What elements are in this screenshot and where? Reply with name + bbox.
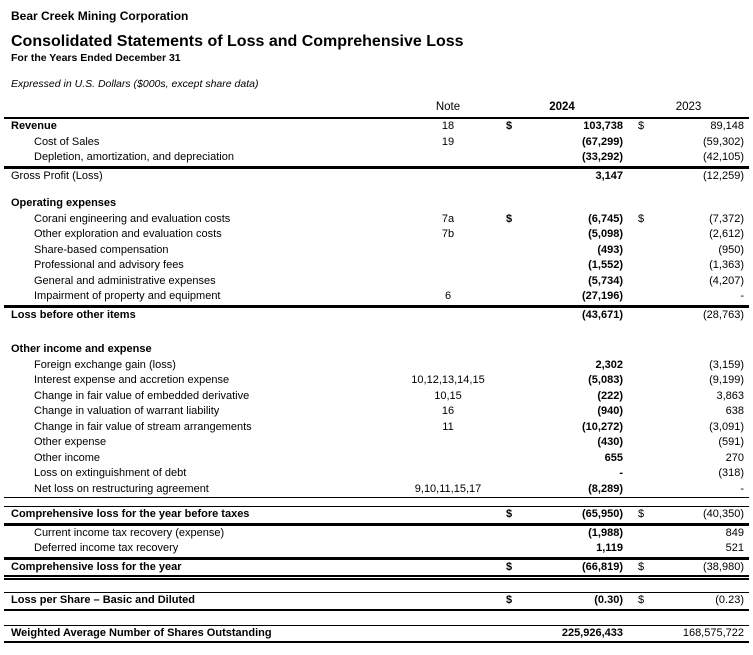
value-2024: 1,119 — [520, 541, 628, 558]
table-row — [4, 167, 749, 185]
currency-2024 — [496, 451, 520, 467]
table-row — [4, 119, 749, 135]
table-row — [4, 289, 749, 306]
value-2023 — [654, 196, 749, 212]
value-2024: 2,302 — [595, 358, 623, 371]
note-cell — [400, 150, 496, 167]
currency-2024 — [496, 306, 520, 324]
currency-2024: $ — [496, 558, 520, 581]
value-2023: 168,575,722 — [654, 625, 749, 644]
currency-2023: $ — [628, 558, 654, 581]
table-row — [4, 451, 749, 467]
value-2024: (0.30) — [520, 592, 628, 611]
currency-2024 — [496, 243, 520, 259]
row-label: Comprehensive loss for the year — [4, 558, 400, 581]
note-cell — [400, 592, 496, 611]
value-2023: (38,980) — [654, 558, 749, 581]
row-label: Loss on extinguishment of debt — [34, 467, 187, 479]
value-2024: 103,738 — [583, 120, 623, 132]
currency-2023 — [628, 196, 654, 212]
row-label: Other income — [34, 451, 101, 464]
currency-2024: $ — [506, 120, 513, 132]
table-row — [4, 212, 749, 228]
currency-2023 — [628, 274, 654, 290]
value-2024 — [520, 196, 628, 212]
currency-2023 — [628, 358, 654, 374]
table-row — [4, 592, 749, 611]
value-2024: (65,950) — [520, 506, 628, 524]
value-2023: (3,091) — [709, 420, 744, 433]
value-2023: (2,612) — [709, 228, 744, 240]
currency-2023 — [628, 373, 654, 389]
value-2023: (7,372) — [709, 212, 744, 225]
currency-2024 — [496, 524, 520, 542]
value-2024: (8,289) — [520, 482, 628, 499]
currency-2024 — [496, 150, 520, 167]
note-cell: 7b — [441, 228, 455, 240]
value-2024: (5,083) — [588, 374, 623, 386]
spacer-row — [4, 498, 749, 506]
currency-2024: $ — [496, 506, 520, 524]
table-row — [4, 258, 749, 274]
value-2024: (222) — [597, 389, 623, 402]
currency-2023 — [628, 420, 654, 436]
value-2024: (430) — [597, 436, 623, 448]
spacer-row — [4, 580, 749, 592]
statement-title: Consolidated Statements of Loss and Comprehensive Loss — [11, 33, 464, 50]
note-cell — [400, 243, 496, 259]
note-cell — [400, 541, 496, 558]
spacer-cell — [4, 184, 749, 196]
value-2024: (5,734) — [588, 274, 623, 287]
currency-2024 — [496, 342, 520, 358]
row-label: Other exploration and evaluation costs — [34, 228, 222, 240]
value-2023: 3,863 — [716, 389, 744, 402]
row-label: Loss before other items — [4, 306, 400, 324]
note-cell: 16 — [441, 405, 455, 417]
spacer-cell — [4, 611, 749, 625]
table-row — [4, 541, 749, 558]
value-2023 — [654, 342, 749, 358]
currency-2024 — [496, 167, 520, 185]
note-cell: 11 — [442, 420, 454, 433]
row-label: Change in fair value of stream arrangements — [34, 420, 252, 433]
note-cell: 9,10,11,15,17 — [400, 482, 496, 499]
value-2023: (1,363) — [709, 259, 744, 271]
currency-2023 — [628, 435, 654, 451]
table-row — [4, 482, 749, 499]
row-label: Foreign exchange gain (loss) — [34, 358, 176, 371]
note-cell — [400, 625, 496, 644]
table-row — [4, 150, 749, 167]
value-2023: (40,350) — [654, 506, 749, 524]
row-label: Gross Profit (Loss) — [4, 167, 400, 185]
note-cell: 7a — [441, 212, 455, 225]
note-cell — [400, 274, 496, 290]
table-row — [4, 227, 749, 243]
table-row — [4, 274, 749, 290]
value-2023: (950) — [718, 243, 744, 256]
value-2023: (0.23) — [654, 592, 749, 611]
value-2023: 521 — [654, 541, 749, 558]
row-label: General and administrative expenses — [34, 274, 216, 287]
row-label: Deferred income tax recovery — [4, 541, 400, 558]
table-row — [4, 558, 749, 581]
value-2024: (67,299) — [582, 135, 623, 148]
currency-2024 — [496, 274, 520, 290]
note-cell: 10,12,13,14,15 — [411, 374, 485, 386]
row-label: Other expense — [34, 436, 107, 448]
currency-2024 — [496, 135, 520, 151]
currency-2024 — [496, 373, 520, 389]
note-cell — [400, 167, 496, 185]
currency-2024 — [496, 420, 520, 436]
currency-2023 — [628, 306, 654, 324]
value-2023: (42,105) — [654, 150, 749, 167]
note-cell — [400, 306, 496, 324]
note-cell — [400, 342, 496, 358]
currency-2023 — [628, 243, 654, 259]
note-cell: 10,15 — [434, 389, 462, 402]
spacer-row — [4, 184, 749, 196]
value-2024: (33,292) — [520, 150, 628, 167]
table-row — [4, 625, 749, 644]
row-label: Impairment of property and equipment — [4, 289, 400, 306]
table-row — [4, 358, 749, 374]
note-cell — [400, 451, 496, 467]
currency-2023 — [628, 625, 654, 644]
value-2024: (43,671) — [520, 306, 628, 324]
table-row — [4, 506, 749, 524]
value-2023: (9,199) — [709, 374, 744, 386]
table-row — [4, 243, 749, 259]
note-cell — [400, 196, 496, 212]
row-label: Comprehensive loss for the year before taxes — [4, 506, 400, 524]
currency-2024 — [496, 289, 520, 306]
currency-2024 — [496, 358, 520, 374]
currency-note: Expressed in U.S. Dollars ($000s, except share data) — [11, 78, 259, 90]
table-row — [4, 389, 749, 405]
currency-2024 — [496, 227, 520, 243]
table-row — [4, 435, 749, 451]
value-2024: - — [619, 467, 623, 479]
company-name: Bear Creek Mining Corporation — [11, 9, 189, 23]
value-2023: - — [654, 289, 749, 306]
statement-rows — [4, 119, 749, 643]
value-2024: 655 — [604, 451, 623, 464]
currency-2024 — [496, 482, 520, 499]
currency-2023 — [628, 389, 654, 405]
currency-2023 — [628, 404, 654, 420]
spacer-row — [4, 323, 749, 342]
currency-2023: $ — [628, 506, 654, 524]
currency-2024 — [496, 625, 520, 644]
note-column-header: Note — [400, 99, 496, 119]
currency-2023 — [628, 150, 654, 167]
note-cell: 6 — [400, 289, 496, 306]
row-label: Change in fair value of embedded derivative — [34, 389, 250, 402]
row-label: Other income and expense — [11, 343, 152, 355]
currency-2023 — [628, 541, 654, 558]
table-row — [4, 466, 749, 482]
currency-2023 — [628, 466, 654, 482]
value-2024: (6,745) — [588, 212, 623, 225]
note-cell — [400, 506, 496, 524]
note-cell — [400, 358, 496, 374]
currency-2023 — [628, 135, 654, 151]
currency-2024 — [496, 389, 520, 405]
currency-2023 — [628, 227, 654, 243]
value-2024: (940) — [597, 405, 623, 417]
spacer-cell — [4, 498, 749, 506]
statement-table — [4, 99, 749, 643]
value-2023: (591) — [718, 436, 744, 448]
table-row — [4, 524, 749, 542]
spacer-cell — [4, 323, 749, 342]
currency-2024: $ — [496, 592, 520, 611]
value-2024: (5,098) — [588, 228, 623, 240]
currency-2023: $ — [638, 120, 645, 132]
currency-2024 — [496, 541, 520, 558]
label-column-header — [4, 99, 400, 119]
note-cell — [400, 524, 496, 542]
note-cell — [400, 258, 496, 274]
note-cell: 19 — [441, 135, 455, 148]
row-label: Professional and advisory fees — [34, 259, 184, 271]
row-label: Net loss on restructuring agreement — [4, 482, 400, 499]
value-2023: - — [654, 482, 749, 499]
currency-2023 — [628, 524, 654, 542]
value-2024: (1,552) — [588, 259, 623, 271]
value-2023: (12,259) — [654, 167, 749, 185]
row-label: Loss per Share – Basic and Diluted — [4, 592, 400, 611]
row-label: Current income tax recovery (expense) — [4, 524, 400, 542]
currency-2023 — [628, 167, 654, 185]
currency-2024 — [496, 258, 520, 274]
table-row — [4, 404, 749, 420]
table-row — [4, 135, 749, 151]
note-cell — [400, 435, 496, 451]
value-2024: (66,819) — [520, 558, 628, 581]
currency-2023: $ — [628, 592, 654, 611]
value-2023: (4,207) — [709, 274, 744, 287]
value-2024 — [520, 342, 628, 358]
value-2023: 849 — [654, 524, 749, 542]
year-2023-column-header: 2023 — [628, 99, 749, 119]
row-label: Change in valuation of warrant liability — [34, 405, 220, 417]
statement-period: For the Years Ended December 31 — [11, 52, 181, 64]
value-2024: (493) — [597, 243, 623, 256]
row-label: Interest expense and accretion expense — [34, 374, 230, 386]
section-header-row — [4, 342, 749, 358]
currency-2024: $ — [506, 212, 513, 225]
value-2023: (28,763) — [654, 306, 749, 324]
value-2024: (10,272) — [582, 420, 623, 433]
currency-2023 — [628, 451, 654, 467]
currency-2023 — [628, 258, 654, 274]
row-label: Corani engineering and evaluation costs — [34, 212, 231, 225]
spacer-row — [4, 611, 749, 625]
value-2023: 638 — [725, 405, 744, 417]
value-2023: 89,148 — [710, 120, 744, 132]
value-2023: (318) — [718, 467, 744, 479]
value-2023: 270 — [725, 451, 744, 464]
column-header-row — [4, 99, 749, 119]
year-2024-column-header: 2024 — [496, 99, 628, 119]
row-label: Share-based compensation — [34, 243, 169, 256]
row-label: Depletion, amortization, and depreciation — [4, 150, 400, 167]
currency-2023 — [628, 289, 654, 306]
value-2023: (3,159) — [709, 358, 744, 371]
currency-2023 — [628, 342, 654, 358]
currency-2023 — [628, 482, 654, 499]
currency-2024 — [496, 466, 520, 482]
row-label: Weighted Average Number of Shares Outstanding — [4, 625, 400, 644]
spacer-cell — [4, 580, 749, 592]
currency-2023: $ — [638, 212, 645, 225]
currency-2024 — [496, 196, 520, 212]
value-2024: (27,196) — [520, 289, 628, 306]
row-label: Operating expenses — [11, 197, 117, 209]
table-row — [4, 420, 749, 436]
currency-2024 — [496, 435, 520, 451]
value-2024: (1,988) — [520, 524, 628, 542]
note-cell: 18 — [441, 120, 455, 132]
row-label: Cost of Sales — [34, 135, 100, 148]
row-label: Revenue — [11, 120, 57, 132]
note-cell — [400, 558, 496, 581]
value-2024: 3,147 — [520, 167, 628, 185]
note-cell — [400, 466, 496, 482]
section-header-row — [4, 196, 749, 212]
table-row — [4, 373, 749, 389]
table-row — [4, 306, 749, 324]
value-2023: (59,302) — [703, 135, 744, 148]
value-2024: 225,926,433 — [520, 625, 628, 644]
currency-2024 — [496, 404, 520, 420]
